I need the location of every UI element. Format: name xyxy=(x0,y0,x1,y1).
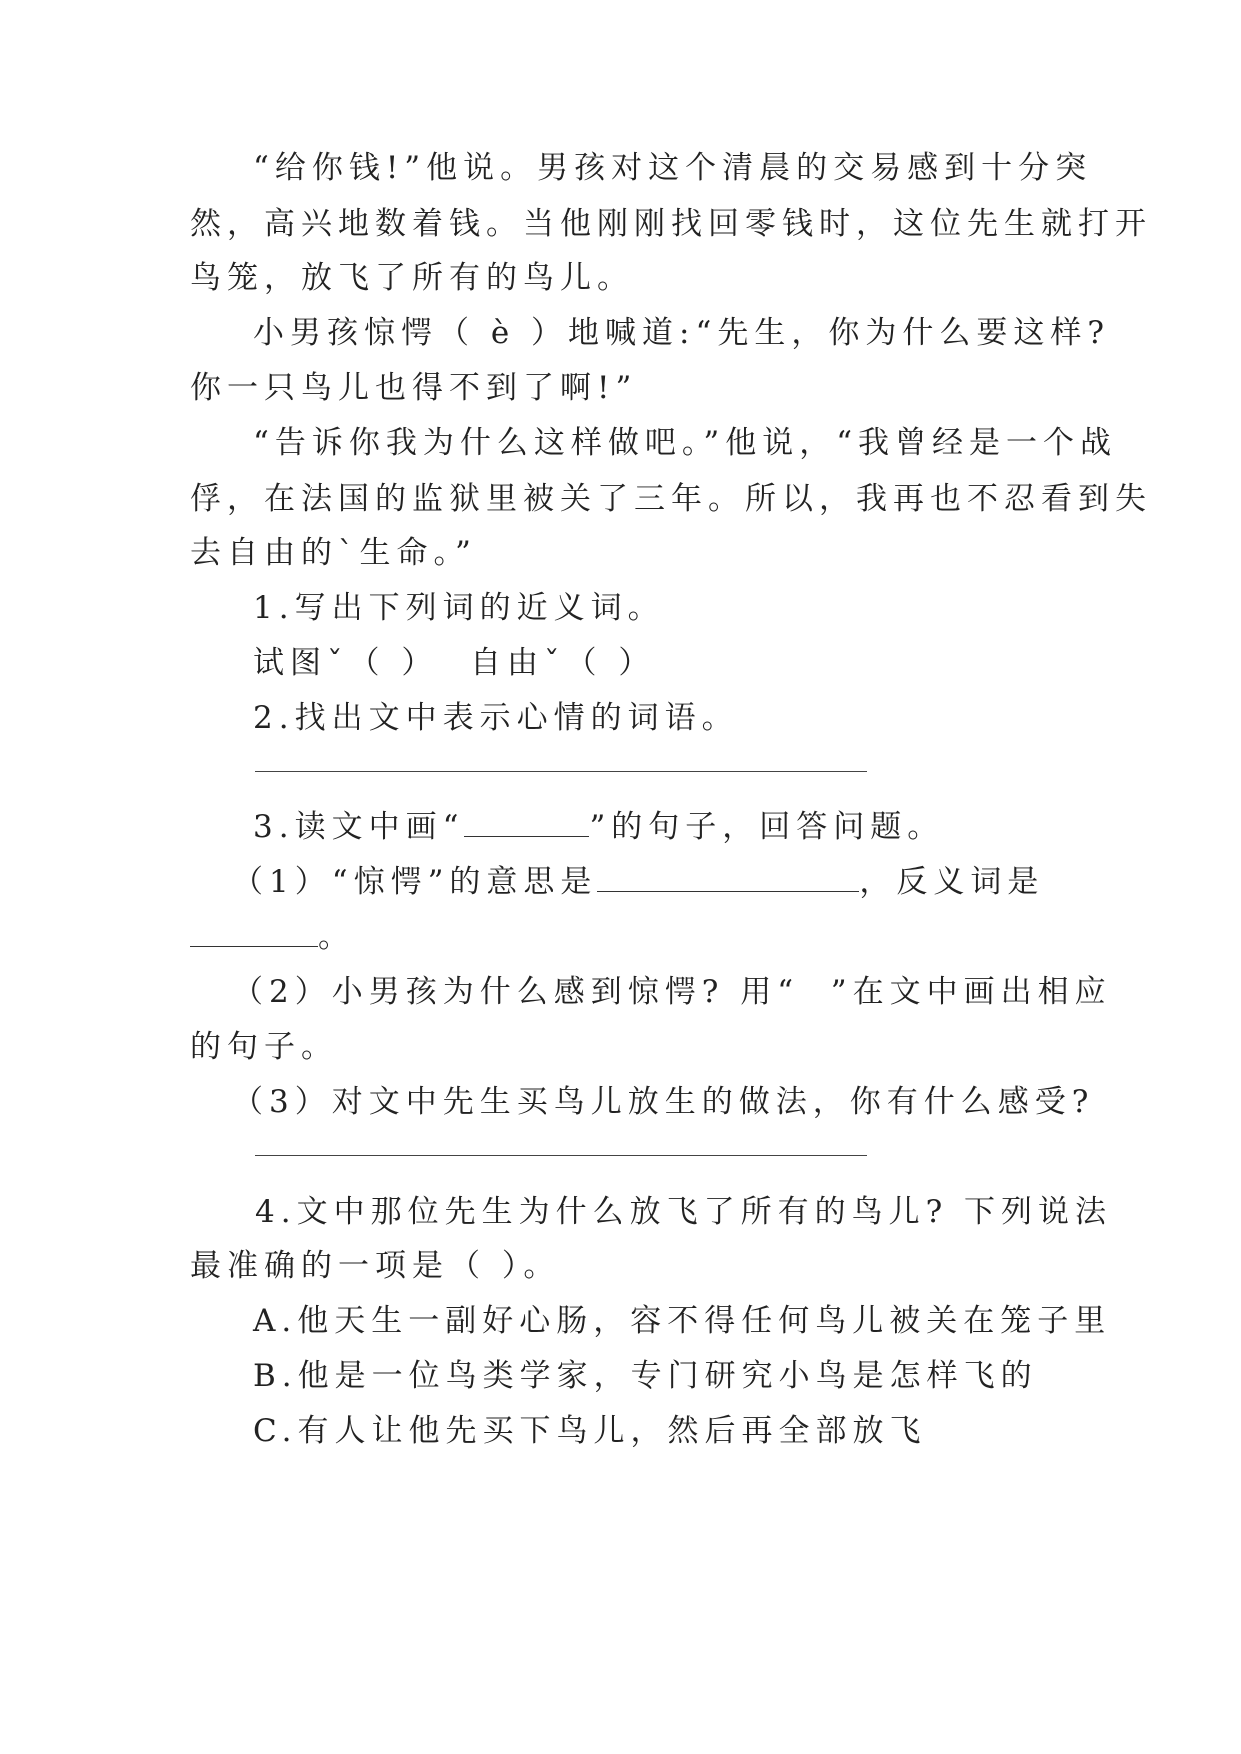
question-4: 4.文中那位先生为什么放飞了所有的鸟儿? 下列说法 xyxy=(255,1194,1113,1230)
question-3-1-text: （1）“惊愕”的意思是 xyxy=(232,864,598,900)
question-1-items: 试图ˇ（ ） 自由ˇ（ ） xyxy=(253,645,656,681)
question-3-1-cont xyxy=(190,917,355,957)
question-3-title-end: ”的句子，回答问题。 xyxy=(589,809,945,845)
question-2-title: 2.找出文中表示心情的词语。 xyxy=(253,700,739,736)
option-b: B.他是一位鸟类学家，专门研究小鸟是怎样飞的 xyxy=(253,1358,1038,1394)
underline-mark xyxy=(464,810,589,837)
answer-blank[interactable] xyxy=(190,920,318,947)
answer-line[interactable] xyxy=(255,771,867,772)
question-3-title xyxy=(253,807,944,847)
answer-line[interactable] xyxy=(255,1155,867,1156)
question-1-title: 1.写出下列词的近义词。 xyxy=(253,590,665,626)
passage-line: 你一只鸟儿也得不到了啊!” xyxy=(190,370,638,406)
passage-line: 鸟笼，放飞了所有的鸟儿。 xyxy=(190,260,634,296)
passage-line: 去自由的`生命。” xyxy=(190,535,477,571)
option-c: C.有人让他先买下鸟儿，然后再全部放飞 xyxy=(253,1413,927,1449)
option-a: A.他天生一副好心肠，容不得任何鸟儿被关在笼子里 xyxy=(253,1303,1112,1339)
passage-line: “告诉你我为什么这样做吧。”他说，“我曾经是一个战 xyxy=(253,425,1118,461)
answer-blank[interactable] xyxy=(597,865,859,892)
question-3-1 xyxy=(232,862,1044,902)
question-3-1-antonym: ，反义词是 xyxy=(859,864,1045,900)
question-3-title-start: 3.读文中画“ xyxy=(253,809,465,845)
passage-line: 然，高兴地数着钱。当他刚刚找回零钱时，这位先生就打开 xyxy=(190,206,1152,242)
question-3-2-cont: 的句子。 xyxy=(190,1029,338,1065)
question-4-cont: 最准确的一项是（ ）。 xyxy=(190,1248,561,1284)
question-3-1-end: 。 xyxy=(318,919,355,955)
question-3-2: （2）小男孩为什么感到惊愕? 用“ ”在文中画出相应 xyxy=(232,974,1112,1010)
passage-line: 小男孩惊愕（ è ）地喊道:“先生，你为什么要这样? xyxy=(253,315,1110,351)
passage-line: “给你钱!”他说。男孩对这个清晨的交易感到十分突 xyxy=(253,150,1093,186)
question-3-3: （3）对文中先生买鸟儿放生的做法，你有什么感受? xyxy=(232,1084,1095,1120)
passage-line: 俘，在法国的监狱里被关了三年。所以，我再也不忍看到失 xyxy=(190,481,1152,517)
